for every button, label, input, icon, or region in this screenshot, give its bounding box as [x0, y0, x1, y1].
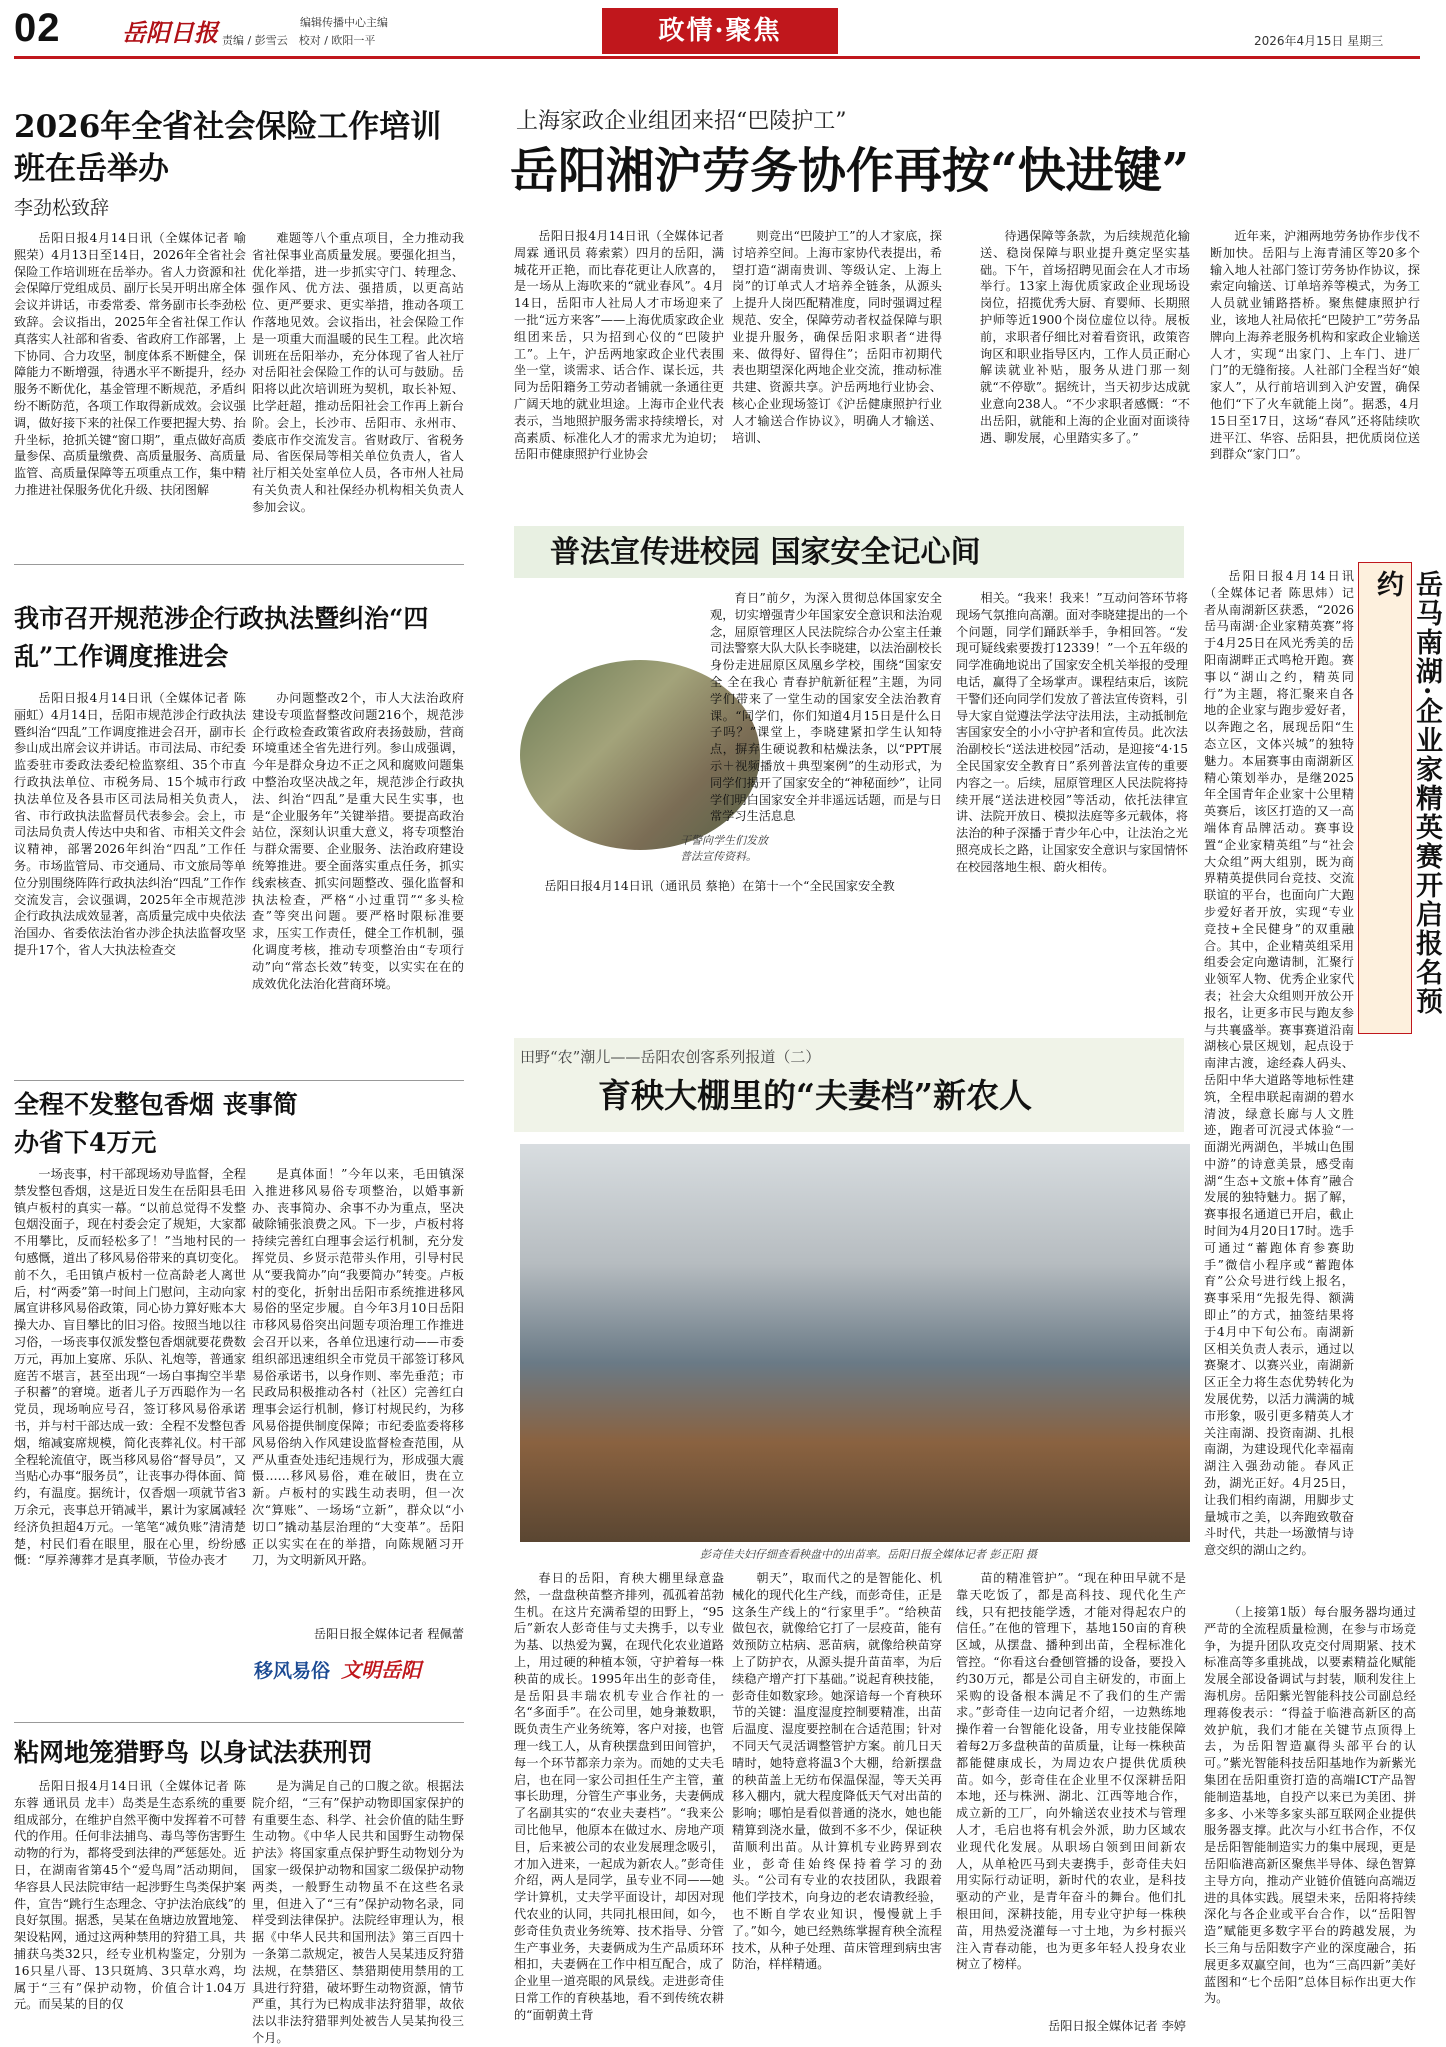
section-banner: 政情·聚焦 — [602, 8, 838, 54]
funeral-byline: 岳阳日报全媒体记者 程佩蕾 — [313, 1627, 464, 1641]
school-title: 普法宣传进校园 国家安全记心间 — [550, 535, 981, 570]
funeral-col2: 是真体面！”今年以来，毛田镇深入推进移风易俗专项整治，以婚事新办、丧事简办、余事不办为重点，坚决破除铺张浪费之风。下一步，卢板村将持续完善红白理事会运行机制，充分发挥党员、乡贤示范带头作用，引导村民从“要我简办”向“我要简办”转变。卢板村的变化，折射出岳阳市系统推进移风易俗的坚定步履。自今年3月10日岳阳市移风易俗突出问题专项治理工作推进会召开以来，各单位迅速行动——市委组织部迅速组织全市党员干部签订移风易俗承诺书，以身作则、率先垂范；市民政局积极推动各村（社区）完善红白理事会运行机制，修订村规民约，为移风易俗提供制度保障；市纪委监委将移风易俗纳入作风建设监督检查范围，从严从重查处违纪违规行为，形成强大震慑……移风易俗，难在破旧，贵在立新。卢板村的实践生动表明，但一次次“算账”、一场场“立新”，群众以“小切口”撬动基层治理的“大变革”。岳阳正以实实在在的举措，向陈规陋习开刀，为文明新风开路。 — [252, 1167, 464, 1568]
birds-title: 粘网地笼猎野鸟 以身试法获刑罚 — [14, 1738, 373, 1767]
labor-col4: 近年来，沪湘两地劳务协作步伐不断加快。岳阳与上海青浦区等20多个输入地人社部门签订劳务协作协议，探索定向输送、订单培养等模式，为务工人员就业铺路搭桥。聚焦健康照护行业，该地人社局依托“巴陵护工”劳务品牌向上海养老服务机构和家政企业输送人才，实现“出家门、上车门、进厂门”的无缝衔接。人社部门全程当好“娘家人”，从行前培训到入沪安置，确保他们“下了火车就能上岗”。据悉，4月15日至17日，这场“春风”还将陆续吹进平江、华容、岳阳县，把优质岗位送到群众“家门口”。 — [1210, 229, 1420, 462]
continued-col: （上接第1版）每台服务器均通过严苛的全流程质量检测，在参与市场竞争，为提升团队攻克交付周期紧、技术标准高等多重挑战，以要素精益化赋能发展全部设备调试与封装，顺利发往上海机房。岳阳紫光智能科技公司副总经理蒋俊表示：“得益于临港高新区的高效护航，我们才能在关键节点顶得上去，为岳阳智造赢得头部平台的认可。”紫光智能科技岳阳基地作为新紫光集团在岳阳重资打造的高端ICT产品智能制造基地，自投产以来已为美团、拼多多、小米等多家头部互联网企业提供服务器支撑。此次与小红书合作，不仅是岳阳智能制造实力的集中展现，更是岳阳临港高新区聚焦半导体、绿色智算主导方向，推动产业链价值链向高端迈进的具体实践。展望未来，岳阳将持续深化与各企业或平台合作，以“岳阳智造”赋能更多数字平台的跨越发展，为长三角与岳阳数字产业的深度融合，拓展更多双赢空间，也为“三高四新”美好蓝图和“七个岳阳”总体目标作出更大作为。 — [1204, 1605, 1416, 2006]
farmers-photo-caption: 彭奇佳夫妇仔细查看秧盘中的出苗率。岳阳日报全媒体记者 彭正阳 摄 — [700, 1548, 1037, 1561]
farmers-col2: 朝天”，取而代之的是智能化、机械化的现代化生产线，而彭奇佳，正是这条生产线上的“行家里手”。“给秧苗做包衣，就像给它打了一层疫苗，能有效预防立枯病、恶苗病，就像给秧苗穿上了防护衣，从源头提升苗苗率，为后续稳产增产打下基础。”说起育秧技能，彭奇佳如数家珍。她深谙每一个育秧环节的关键：温度湿度控制要精准，出苗后温度、湿度要控制在合适范围；针对不同天气灵活调整管护方案。前几日天晴时，她特意将温3个大棚，给新摆盘的秧苗盖上无纺布保温保湿，等天关再移入棚内，就大程度降低天气对出苗的影响；哪怕是看似普通的浇水，她也能精算到浇水量，做到不多不少，保证秧苗顺利出苗。从计算机专业跨界到农业，彭奇佳始终保持着学习的劲头。“公司有专业的农技团队，我跟着他们学技术，向身边的老农请教经验，也不断自学农业知识，慢慢就上手了。”如今，她已经熟练掌握育秧全流程技术，从种子处理、苗床管理到病虫害防治，样样精通。 — [732, 1571, 942, 1972]
funeral-title: 全程不发整包香烟 丧事简办省下4万元 — [14, 1090, 298, 1157]
farmers-col3: 苗的精准管护”。“现在种田早就不是靠天吃饭了，都是高科技、现代化生产线，只有把技能学透，才能对得起农户的信任。”在他的管理下，基地150亩的育秧区域，从摆盘、播种到出苗，全程标准化管控。“你看这台叠刨管播的设备，要投入约30万元，都是公司自主研发的，市面上采购的设备根本满足不了我们的生产需求。”彭奇佳一边向记者介绍，一边熟练地操作着一台智能化设备，用专业技能保障着每2万多盘秧苗的苗质量，让每一株秧苗都能健康成长，为周边农户提供优质秧苗。如今，彭奇佳在企业里不仅深耕岳阳本地，还与株洲、湖北、江西等地合作，成立新的工厂，向外输送农业技术与管理人才，毛启也将有机会外派，助力区域农业现代化发展。从职场白领到田间新农人，从单枪匹马到夫妻携手，彭奇佳夫妇用实际行动证明，新时代的农业，是科技驱动的产业，是青年奋斗的舞台。他们扎根田间，深耕技能，用专业守护每一株秧苗，用热爱浇灌每一寸土地，为乡村振兴注入青春动能，也为更多年轻人投身农业树立了榜样。 — [956, 1571, 1186, 1972]
school-col1-tail: 岳阳日报4月14日讯（通讯员 蔡艳）在第十一个“全民国家安全教 — [544, 879, 895, 893]
divider — [14, 1722, 464, 1723]
insurance-subtitle: 李劲松致辞 — [14, 197, 110, 219]
farmers-col1: 春日的岳阳，育秧大棚里绿意盎然，一盘盘秧苗整齐排列，孤孤着茁勃生机。在这片充满希望的田野上，“95后”新农人彭奇佳与丈夫携手，以专业为基、以热爱为翼，在现代化农业道路上，用过硬的种植本领，守护着每一株秧苗的成长。1995年出生的彭奇佳，是岳阳县丰瑞农机专业合作社的一名“多面手”。在公司里，她身兼数职，既负责生产业务统筹，客户对接，也管理一线工人，从育秧摆盘到田间管护，每一个环节都亲力亲为。而她的丈夫毛启，也在同一家公司担任生产主管，董事长助理，分管生产事业务，夫妻俩成了名副其实的“农业夫妻档”。“我来公司比他早，他原本在做过水、房地产项目，后来被公司的农业发展理念吸引，才加入进来，一起成为新农人。”彭奇佳介绍，两人是同学，虽专业不同——她学计算机，丈夫学平面设计，却因对现代农业的认同，共同扎根田间，如今，彭奇佳负责业务统筹、技术指导、分管生产事业务，夫妻俩成为生产品质环环相扣，夫妻俩在工作中相互配合，成了企业里一道亮眼的风景线。走进彭奇佳日常工作的育秧基地，看不到传统农耕的“面朝黄土背 — [514, 1571, 724, 2022]
law-col1: 岳阳日报4月14日讯（全媒体记者 陈丽虹）4月14日，岳阳市规范涉企行政执法暨纠治“四乱”工作调度推进会召开，副市长参山成出席会议并讲话。市司法局、市纪委监委驻市委政法委纪检监察组、35个市直行政执法单位、市税务局、15个城市行政执法单位及各县市区司法局相关负责人，省、市行政执法监督员代表参会。会上，市司法局负责人传达中央和省、市相关文件会议精神，部署2026年纠治“四乱”工作任务。市场监管局、市交通局、市文旅局等单位分别围绕阵阵行政执法纠治“四乱”工作作交流发言，会议强调，2025年全市规范涉企行政执法成效显著，高质量完成中央依法治国办、省委依法治省办涉企执法监督攻坚提升17个，省人大执法检查交 — [14, 691, 246, 957]
funeral-col1: 一场丧事，村干部现场劝导监督，全程禁发整包香烟，这是近日发生在岳阳县毛田镇卢板村的真实一幕。“以前总觉得不发整包烟没面子，现在村委会定了规矩，大家都不用攀比，反而轻松多了！”当地村民的一句感慨，道出了移风易俗带来的真切变化。前不久，毛田镇卢板村一位高龄老人离世后，村“两委”第一时间上门慰问，主动向家属宣讲移风易俗政策，同心协力算好账本大操大办、盲目攀比的旧习俗。按照当地以往习俗，一场丧事仅派发整包香烟就要花费数万元，再加上宴席、乐队、礼炮等，普通家庭苦不堪言，甚至出现“一场白事掏空半辈子积蓄”的窘境。逝者儿子万西聪作为一名党员，现场响应号召，签订移风易俗承诺书，并与村干部达成一致：全程不发整包香烟，缩减宴席规模，简化丧葬礼仪。村干部全程轮流值守，既当移风易俗“督导员”，又当贴心办事“服务员”，让丧事办得体面、简约，有温度。据统计，仅香烟一项就节省3万余元，丧事总开销减半，累计为家属减轻经济负担超4万元。一笔笔“减负账”清清楚楚，村民们看在眼里，服在心里，纷纷感慨：“厚养薄葬才是真孝顺，节俭办丧才 — [14, 1167, 246, 1568]
law-col2: 办问题整改2个，市人大法治政府建设专项监督整改问题216个，规范涉企行政检查政策省政府表扬鼓励，营商环境重述全省先进行列。参山成强调，今年是群众身边不正之风和腐败问题集中整治攻坚决战之年，规范涉企行政执法、纠治“四乱”是重大民生实事，也是“企业服务年”关键举措。要提高政治站位，深刻认识重大意义，将专项整治与群众需要、企业服务、法治政府建设统筹推进。要全面落实重点任务，抓实线索核查、抓实问题整改、强化监督和执法检查，严格“小过重罚”“多头检查”等突出问题。要严格时限标准要求，压实工作责任，健全工作机制，强化调度考核，推动专项整治由“专项行动”向“常态长效”转变，以实实在在的成效优化法治化营商环境。 — [252, 691, 464, 991]
marathon-col: 岳阳日报4月14日讯（全媒体记者 陈思炜）记者从南湖新区获悉，“2026岳马南湖·企业家精英赛”将于4月25日在风光秀美的岳阳南湖畔正式鸣枪开跑。赛事以“湖山之约，精英同行”为主题，将汇聚来自各地的企业家与跑步爱好者，以奔跑之名，展现岳阳“生态立区，文体兴城”的独特魅力。本届赛事由南湖新区精心策划举办，是继2025年全国青年企业家十公里精英赛后，该区打造的又一高端体育品牌活动。赛事设置“企业家精英组”与“社会大众组”两大组别，既为商界精英提供同台竞技、交流联谊的平台，也面向广大跑步爱好者开放，实现“专业竞技+全民健身”的双重融合。其中，企业精英组采用组委会定向邀请制，汇聚行业领军人物、优秀企业家代表；社会大众组则开放公开报名，让更多市民与跑友参与共襄盛举。赛事赛道沿南湖核心景区规划，起点设于南津古渡，途经森人码头、岳阳中华大道路等地标性建筑，全程串联起南湖的碧水清波，绿意长廊与人文胜迹，跑者可沉浸式体验“一面湖光两湖色，半城山色围中游”的诗意美景，感受南湖“生态+文旅+体育”融合发展的独特魅力。据了解，赛事报名通道已开启，截止时间为4月20日17时。选手可通过“蓄跑体育参赛助手”微信小程序或“蓄跑体育”公众号进行线上报名，赛事采用“先报先得、额满即止”的方式，抽签结果将于4月中下旬公布。南湖新区相关负责人表示，通过以赛聚才、以赛兴业，南湖新区正全力将生态优势转化为发展优势，以活力满满的城市形象，吸引更多精英人才关注南湖、投资南湖、扎根南湖，为建设现代化幸福南湖注入强劲动能。春风正劲，湖光正好。4月25日，让我们相约南湖，用脚步丈量城市之美，以奔跑致敬奋斗时代，共赴一场激情与诗意交织的湖山之约。 — [1204, 569, 1354, 1558]
school-col2: 相关。“我来！我来！”互动问答环节将现场气氛推向高潮。面对李晓建提出的一个个问题，同学们踊跃举手，争相回答。“发现可疑线索要拨打12339！”一个五年级的同学准确地说出了国家安全机关举报的受理电话，赢得了全场掌声。课程结束后，该院干警们还向同学们发放了普法宣传资料，引导大家自觉遵法学法守法用法，主动抵制危害国家安全的小小守护者和宣传员。此次法治副校长“送法进校园”活动，是迎接“4·15全民国家安全教育日”系列普法宣传的重要内容之一。后续，屈原管理区人民法院将持续开展“送法进校园”等活动，依托法律宣讲、法院开放日、模拟法庭等多元载体，将法治的种子深播于青少年心中，让法治之光照亮成长之路，让国家安全意识与家国情怀在校园落地生根、蔚火相传。 — [956, 591, 1188, 874]
labor-col1: 岳阳日报4月14日讯（全媒体记者 周霖 通讯员 蒋索萦）四月的岳阳，满城花开正艳，而比春花更让人欣喜的，是一场从上海吹来的“就业春风”。4月14日，岳阳市人社局人才市场迎来了一批“远方来客”——上海优质家政企业组团来岳，只为招到心仪的“巴陵护工”。上午，沪岳两地家政企业代表围坐一堂，谈需求、话合作、谋长远，共同为岳阳籍务工劳动者铺就一条通往更广阔天地的就业坦途。上海市企业代表表示，当地照护服务需求持续增长，对高素质、标准化人才的需求尤为迫切；岳阳市健康照护行业协会 — [514, 229, 724, 462]
law-enforcement-title: 我市召开规范涉企行政执法暨纠治“四乱”工作调度推进会 — [14, 604, 429, 671]
editors-line: 责编 / 彭雪云 校对 / 欧阳一平 — [222, 34, 376, 47]
insurance-title: 2026年全省社会保险工作培训班在岳举办 — [14, 109, 442, 187]
masthead-logo: 岳阳日报 — [122, 18, 218, 47]
farmers-title: 育秧大棚里的“夫妻档”新农人 — [598, 1076, 1032, 1115]
labor-subtitle: 上海家政企业组团来招“巴陵护工” — [516, 109, 847, 134]
divider — [14, 1080, 464, 1081]
school-photo-caption: 干警向学生们发放普法宣传资料。 — [680, 834, 768, 863]
divider — [14, 564, 464, 565]
birds-col1: 岳阳日报4月14日讯（全媒体记者 陈东蓉 通讯员 龙丰）岛类是生态系统的重要组成部分，在维护自然平衡中发挥着不可替代的作用。任何非法捕鸟、毒鸟等伤害野生动物的行为，都将受到法律的严惩惩处。近日，在湖南省第45个“爱鸟周”活动期间，华容县人民法院审结一起涉野生鸟类保护案件，宣告“跳行生态理念、守护法治底线”的良好氛围。据悉，吴某在鱼塘边放置地笼、架设粘网，通过这两种禁用的狩猎工具，共捕获乌类32只，经专业机构鉴定，分别为16只星八哥、13只斑鸠、3只草水鸡，均属于“三有”保护动物，价值合计1.04万元。而吴某的目的仅 — [14, 1779, 246, 2012]
civilization-logo — [254, 1654, 464, 1698]
birds-col2: 是为满足自己的口腹之欲。根据法院介绍，“三有”保护动物即国家保护的有重要生态、科学、社会价值的陆生野生动物。《中华人民共和国野生动物保护法》将国家重点保护野生动物划分为国家一级保护动物和国家二级保护动物两类，一般野生动物虽不在这些名录里，但进入了“三有”保护动物名录，同样受到法律保护。法院经审理认为，根据《中华人民共和国刑法》第三百四十一条第二款规定，被告人吴某违反狩猎法规，在禁猎区、禁猎期使用禁用的工具进行狩猎，破坏野生动物资源，情节严重，其行为已构成非法狩猎罪，故依法以非法狩猎罪判处被告人吴某拘役三个月。 — [252, 1779, 464, 2045]
farmers-photo — [520, 1144, 1190, 1542]
insurance-col2: 难题等八个重点项目，全力推动我省社保事业高质量发展。要强化担当，优化举措，进一步抓实守门、转理念、强作风、优方法、强措质，以更高站位、更严要求、更实举措，推动各项工作落地见效。会议指出，社会保险工作是一项重大而温暖的民生工程。此次培训班在岳阳举办，充分体现了省人社厅对岳阳社会保险工作的认可与鼓励。岳阳将以此次培训班为契机，取长补短、比学赶超，推动岳阳社会工作再上新台阶。会上，长沙市、岳阳市、永州市、娄底市作交流发言。省财政厅、省税务局、省医保局等相关单位负责人，省人社厅相关处室单位人员，各市州人社局有关负责人和社保经办机构相关负责人参加会议。 — [252, 231, 464, 514]
farmers-series: 田野“农”潮儿——岳阳农创客系列报道（二） — [520, 1048, 821, 1066]
marathon-title: 岳马南湖·企业家精英赛开启报名预约 — [1372, 570, 1442, 1017]
logo-right-text: 文明岳阳 — [341, 1658, 422, 1682]
labor-title: 岳阳湘沪劳务协作再按“快进键” — [510, 143, 1190, 199]
labor-col3: 待遇保障等条款，为后续规范化输送、稳岗保障与职业提升奠定坚实基础。下午，首场招聘见面会在人才市场举行。13家上海优质家政企业现场设岗位，招揽优秀大厨、育婴师、长期照护师等近1900个岗位虚位以待。展板前，求职者仔细比对着看资讯，政策咨询区和职业指导区内，工作人员正耐心解读就业补贴，服务从进门那一刻就“不停歇”。据统计，当天初步达成就业意向238人。“不少求职者感慨：“不出岳阳，就能和上海的企业面对面谈待遇、聊发展，心里踏实多了。” — [980, 229, 1190, 445]
header-rule — [14, 56, 1420, 59]
editor-note: 编辑传播中心主编 — [300, 16, 388, 29]
school-col1: 育日”前夕，为深入贯彻总体国家安全观，切实增强青少年国家安全意识和法治观念，屈原管理区人民法院综合办公室主任兼司法警察大队大队长李晓建，以法治副校长身份走进屈原区凤凰乡学校，围绕“国家安全 全在我心 青春护航新征程”主题，为同学们带来了一堂生动的国家安全法治教育课。“同学们，你们知道4月15日是什么日子吗？”课堂上，李晓建紧扣学生认知特点，摒弃生硬说教和枯燥法条，以“PPT展示＋视频播放＋典型案例”的生动形式，为同学们揭开了国家安全的“神秘面纱”，让同学们明白国家安全并非遥远话题，而是与日常学习生活息息 — [710, 591, 942, 824]
page-number: 02 — [14, 6, 61, 50]
labor-col2: 则竞出“巴陵护工”的人才家底，探讨培养空间。上海市家协代表提出，希望打造“湖南贵训、等级认定、上海上岗”的订单式人才培养全链条，从源头上提升人岗匹配精准度，同时强调过程规范、安全，保障劳动者权益保障与职业提升服务，确保岳阳求职者“进得来、做得好、留得住”；岳阳市初期代表也期望深化两地企业交流，推动标准共建、资源共享。沪岳两地行业协会、核心企业现场签订《沪岳健康照护行业人才输送合作协议》，明确人才输送、培训、 — [732, 229, 942, 445]
insurance-col1: 岳阳日报4月14日讯（全媒体记者 喻熙荣）4月13日至14日，2026年全省社会保险工作培训班在岳举办。省人力资源和社会保障厅党组成员、副厅长吴开明出席全体会议并讲话，市委常委、常务副市长李劲松致辞。会议指出，2025年全省社保工作认真落实人社部和省委、省政府工作部署，上下协同、合力攻坚，制度体系不断健全，保障能力不断增强，待遇水平不断提升，经办服务不断优化，基金管理不断规范，矛盾纠纷不断防范，各项工作取得新成效。会议强调，做好接下来的社保工作要把握大势、抬升坐标，抢抓关键“窗口期”，重点做好高质量参保、高质量缴费、高质量服务、高质量监管、高质量保障等五项重点工作，集中精力推进社保服务优化升级、扶闭图解 — [14, 231, 246, 497]
farmers-byline: 岳阳日报全媒体记者 李婷 — [1048, 2019, 1186, 2033]
logo-left-text: 移风易俗 — [254, 1660, 331, 1682]
issue-date: 2026年4月15日 星期三 — [1254, 34, 1384, 48]
